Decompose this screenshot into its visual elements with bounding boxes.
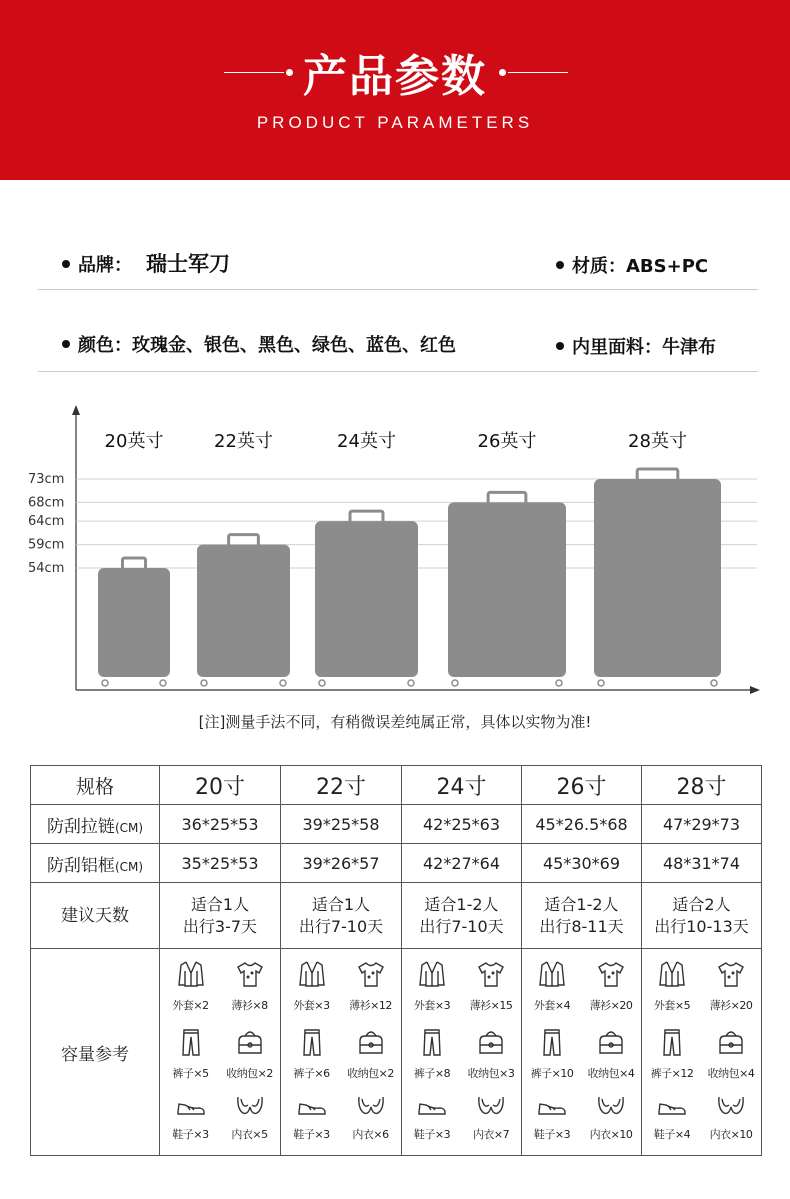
days-line: 适合2人 [672,894,731,914]
wheel-icon [408,680,414,686]
capacity-label: 外套×3 [293,999,330,1012]
divider [38,289,758,290]
wheel-icon [102,680,108,686]
capacity-label: 裤子×8 [413,1067,451,1080]
bag-icon [356,1021,386,1065]
lining-info [556,333,716,359]
pants-icon [176,1021,206,1065]
y-axis-arrow [72,405,80,415]
table-cell [160,883,281,949]
bag-icon [716,1021,746,1065]
shoe-icon [537,1089,567,1126]
capacity-cell [160,949,281,1156]
capacity-item [220,1089,279,1151]
shirt-icon [356,953,386,997]
underwear-icon [596,1089,626,1126]
pants-icon [297,1021,327,1065]
wheel-icon [201,680,207,686]
days-line: 出行10-13天 [654,916,749,936]
shoe-icon [417,1089,447,1126]
capacity-label: 收纳包×4 [587,1067,635,1080]
capacity-item [220,1021,279,1089]
capacity-item [403,953,462,1021]
coat-icon [176,953,206,997]
capacity-item [341,953,400,1021]
days-line: 适合1-2人 [544,894,619,914]
capacity-item [702,1089,761,1151]
capacity-grid [643,953,761,1151]
table-cell: 39*26*57 [281,844,402,883]
capacity-label: 内衣×5 [231,1128,268,1141]
capacity-item [282,1089,341,1151]
shirt-icon [476,953,506,997]
pants-icon [417,1021,447,1065]
table-header-cell: 20寸 [160,766,281,805]
header-banner [0,0,790,180]
capacity-label: 收纳包×4 [707,1067,755,1080]
banner-decor-dot-right [499,69,506,76]
bag-icon [235,1021,265,1065]
capacity-item [282,1021,341,1089]
material-value: ABS+PC [626,256,709,277]
lining-label: 内里面料： [572,337,662,358]
capacity-label: 内衣×6 [352,1128,389,1141]
table-cell: 48*31*74 [642,844,762,883]
coat-icon [657,953,687,997]
wheel-icon [160,680,166,686]
capacity-grid [161,953,279,1151]
capacity-item [403,1021,462,1089]
capacity-item [523,1089,582,1151]
capacity-label: 外套×2 [172,999,209,1012]
capacity-label: 内衣×10 [589,1128,633,1141]
underwear-icon [235,1089,265,1126]
capacity-item [702,953,761,1021]
suitcase-bar [594,479,721,677]
wheel-icon [452,680,458,686]
capacity-label: 薄衫×20 [709,999,753,1012]
capacity-item [523,1021,582,1089]
days-line: 出行3-7天 [182,916,258,936]
days-line: 出行7-10天 [419,916,504,936]
category-label: 22英寸 [214,431,273,452]
capacity-item [582,1089,641,1151]
capacity-label: 外套×3 [413,999,451,1012]
shirt-icon [235,953,265,997]
capacity-label: 鞋子×3 [293,1128,330,1141]
capacity-label: 外套×5 [653,999,691,1012]
capacity-grid [282,953,400,1151]
capacity-item [462,953,521,1021]
material-info [556,252,708,278]
table-header-cell: 22寸 [281,766,402,805]
capacity-item [643,1021,702,1089]
row-label-unit: (CM) [114,820,144,835]
row-label-text: 防刮拉链 [46,816,115,837]
capacity-item [643,1089,702,1151]
table-row [31,844,762,883]
table-row [31,883,762,949]
wheel-icon [711,680,717,686]
days-line: 适合1人 [190,894,250,914]
x-axis-arrow [750,686,760,694]
table-cell: 45*26.5*68 [522,805,642,844]
capacity-item [220,953,279,1021]
capacity-label: 薄衫×8 [231,999,268,1012]
capacity-grid [403,953,521,1151]
suitcase-bar [98,568,170,677]
capacity-grid [523,953,641,1151]
table-cell: 35*25*53 [160,844,281,883]
suitcase-bar [315,521,418,677]
page-subtitle: PRODUCT PARAMETERS [256,113,534,132]
wheel-icon [319,680,325,686]
capacity-item [582,953,641,1021]
material-label: 材质： [572,256,626,277]
table-cell: 45*30*69 [522,844,642,883]
category-label: 26英寸 [477,431,537,452]
capacity-label: 裤子×12 [650,1067,694,1080]
bag-icon [596,1021,626,1065]
capacity-label: 鞋子×4 [653,1128,691,1141]
table-cell [402,883,522,949]
underwear-icon [356,1089,386,1126]
brand-info [62,248,230,278]
y-tick-label: 68cm [28,495,65,511]
category-label: 24英寸 [337,431,396,452]
shoe-icon [657,1089,687,1126]
spec-table [30,765,762,1156]
wheel-icon [556,680,562,686]
days-line: 适合1-2人 [424,894,499,914]
capacity-item [341,1021,400,1089]
capacity-item [702,1021,761,1089]
capacity-item [462,1021,521,1089]
capacity-label: 内衣×10 [709,1128,753,1141]
coat-icon [297,953,327,997]
banner-decor-line-right [508,72,568,73]
capacity-label: 鞋子×3 [413,1128,451,1141]
page-title: 产品参数 [303,51,487,102]
wheel-icon [280,680,286,686]
capacity-cell [402,949,522,1156]
pants-icon [537,1021,567,1065]
capacity-label: 外套×4 [533,999,571,1012]
color-label: 颜色： [78,335,132,356]
category-label: 28英寸 [628,431,687,452]
shirt-icon [596,953,626,997]
y-tick-label: 54cm [28,561,65,576]
table-header-row [31,766,762,805]
color-info [62,331,456,357]
row-label: 建议天数 [31,883,160,949]
capacity-item [161,1021,220,1089]
capacity-item [403,1089,462,1151]
coat-icon [537,953,567,997]
capacity-label: 内衣×7 [472,1128,510,1141]
capacity-label: 薄衫×12 [349,999,392,1012]
capacity-cell [522,949,642,1156]
row-label: 容量参考 [31,949,160,1156]
days-line: 适合1人 [311,894,371,914]
capacity-label: 鞋子×3 [172,1128,209,1141]
capacity-label: 裤子×10 [530,1067,574,1080]
row-label-unit: (CM) [114,859,144,874]
table-header-cell: 24寸 [402,766,522,805]
shirt-icon [716,953,746,997]
capacity-label: 收纳包×2 [226,1067,273,1080]
capacity-item [282,953,341,1021]
table-cell: 39*25*58 [281,805,402,844]
capacity-label: 裤子×5 [172,1067,209,1080]
days-line: 出行7-10天 [298,916,384,936]
shoe-icon [176,1089,206,1126]
capacity-item [462,1089,521,1151]
coat-icon [417,953,447,997]
measurement-note: [注]测量手法不同，有稍微误差纯属正常，具体以实物为准! [198,713,592,731]
table-cell [522,883,642,949]
table-row [31,805,762,844]
shoe-icon [297,1089,327,1126]
bullet-icon [556,342,564,350]
table-header-cell: 28寸 [642,766,762,805]
brand-label: 品牌： [78,255,132,276]
table-row [31,949,762,1156]
wheel-icon [598,680,604,686]
row-label-text: 防刮铝框 [46,855,115,876]
capacity-cell [281,949,402,1156]
table-cell: 47*29*73 [642,805,762,844]
bag-icon [476,1021,506,1065]
y-tick-label: 64cm [28,514,65,530]
lining-value: 牛津布 [662,337,716,358]
row-label [31,844,160,883]
divider [38,371,758,372]
y-tick-label: 59cm [28,537,65,553]
bullet-icon [556,261,564,269]
capacity-cell [642,949,762,1156]
capacity-label: 薄衫×20 [589,999,633,1012]
suitcase-bar [197,545,290,677]
capacity-item [161,1089,220,1151]
capacity-item [582,1021,641,1089]
table-cell [642,883,762,949]
capacity-label: 收纳包×2 [347,1067,394,1080]
table-cell: 42*25*63 [402,805,522,844]
capacity-item [161,953,220,1021]
color-value: 玫瑰金、银色、黑色、绿色、蓝色、红色 [132,335,456,356]
table-header-cell: 规格 [31,766,160,805]
row-label [31,805,160,844]
category-label: 20英寸 [104,431,164,452]
bullet-icon [62,340,70,348]
capacity-label: 裤子×6 [293,1067,330,1080]
table-header-cell: 26寸 [522,766,642,805]
days-line: 出行8-11天 [539,916,624,936]
capacity-label: 收纳包×3 [467,1067,515,1080]
pants-icon [657,1021,687,1065]
size-chart [0,395,790,700]
y-tick-label: 73cm [28,472,65,487]
capacity-label: 薄衫×15 [469,999,513,1012]
capacity-item [341,1089,400,1151]
table-cell: 36*25*53 [160,805,281,844]
bullet-icon [62,260,70,268]
underwear-icon [716,1089,746,1126]
underwear-icon [476,1089,506,1126]
capacity-item [643,953,702,1021]
capacity-item [523,953,582,1021]
table-cell [281,883,402,949]
table-cell: 42*27*64 [402,844,522,883]
brand-value: 瑞士军刀 [146,252,230,276]
suitcase-bar [448,502,566,677]
capacity-label: 鞋子×3 [533,1128,571,1141]
